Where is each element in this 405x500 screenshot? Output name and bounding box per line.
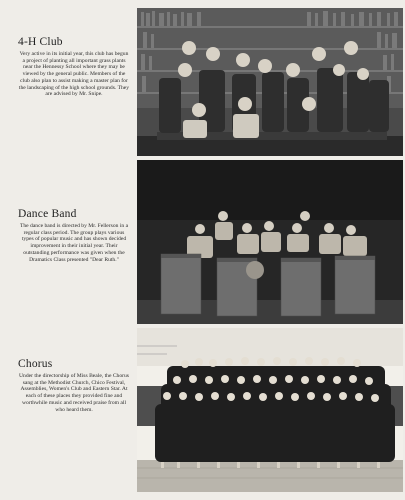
- section-dance-band: [18, 208, 130, 263]
- photo-4h-club: [137, 8, 403, 156]
- section-4h-club: [18, 36, 130, 98]
- photo-chorus: [137, 328, 403, 492]
- section-chorus: [18, 358, 130, 413]
- section-body: Under the directorship of Miss Beale, the Chorus sang at the Methodist Church, Chico Festival, Assemblies, Women's Club and Eastern Star. At each of these places they provided fine and worthwhile music and received praise from all who heard them.: [19, 373, 129, 413]
- photo-dance-band: [137, 160, 403, 324]
- section-body: The dance band is directed by Mr. Fellerson in a regular class period. The group plays various types of popular music and has shown decided improvement in their initial year. Their outstanding performance was given when the Dramatics Class presented "Dear Ruth.": [19, 223, 129, 263]
- section-title: Chorus: [18, 358, 53, 370]
- section-title: 4-H Club: [18, 36, 63, 48]
- section-title: Dance Band: [18, 208, 77, 220]
- section-body: Very active in its initial year, this club has begun a project of planting all important grass plants near the Hennessy School where they may be viewed by the general public. Members of the club also plan to assist making a master plan for the landscaping of the high school grounds. They are advised by Mr. Snipe.: [18, 51, 130, 98]
